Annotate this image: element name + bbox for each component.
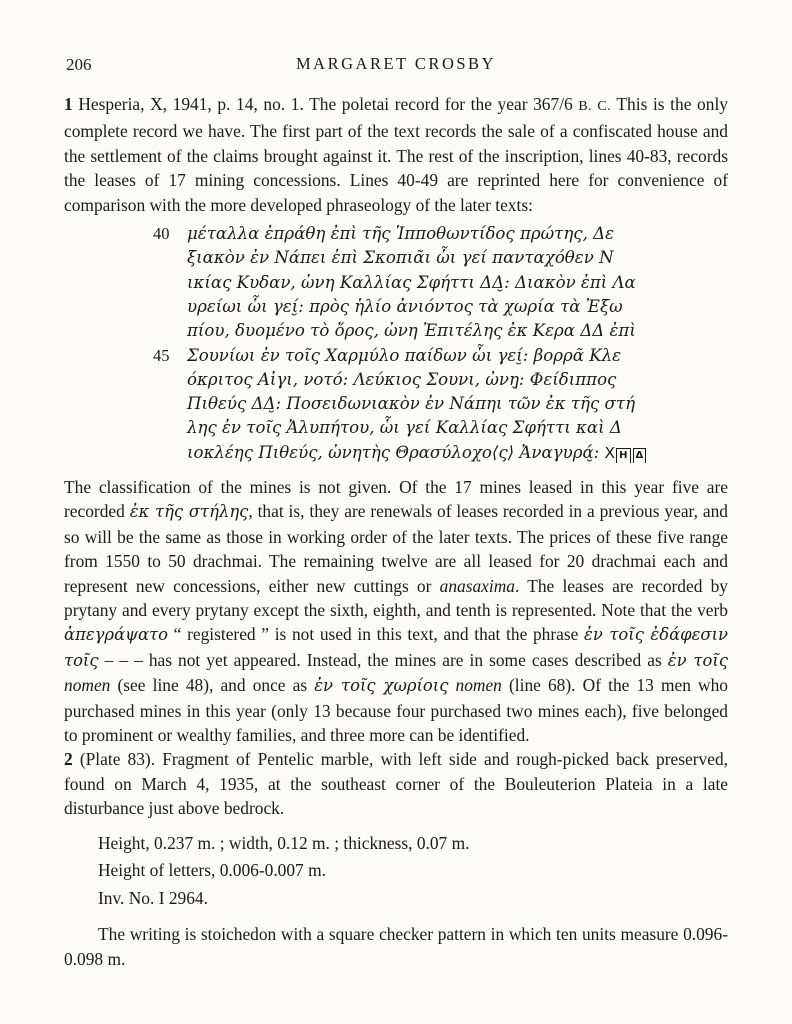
greek-text-line [153,246,728,270]
entry2-paragraph [64,747,728,820]
greek-line-text [187,443,647,462]
text-run: (see line 48), and once as [110,675,315,696]
greek-line-text [187,248,614,267]
greek-transcription-block [153,222,728,465]
text-run: πίου, δυομένο τὸ ὄρος, ὠνη Ἐπιτέλης ἐκ Κερα ΔΔ ἐπὶ [187,321,636,341]
acrophonic-numeral: Δ [633,448,647,463]
greek-text-line [153,295,728,319]
text-run: μέταλλα ἐπράθη ἐπὶ τῆς Ἱπποθωντίδος πρώτης, Δε [187,224,615,244]
greek-text-line [153,344,728,368]
line-number: 45 [153,345,170,365]
greek-line-text [187,418,622,437]
text-run: ἐν τοῖς ἐδάφεσιν τοῖς [64,625,728,670]
greek-text-line [153,392,728,416]
measurement-dimensions: Height, 0.237 m. ; width, 0.12 m. ; thickness, 0.07 m. [98,832,470,853]
greek-line-text [187,394,635,413]
inventory-number: Inv. No. I 2964. [98,887,208,908]
running-head: MARGARET CROSBY [296,54,496,73]
measurements-list [98,830,728,913]
text-run: ἐκ τῆς στήλης [129,502,249,522]
text-run: Hesperia, X, 1941, p. 14, no. 1. The poletai record for the year 367/6 [78,94,579,114]
greek-text-line [153,222,728,246]
entry1-paragraph [64,92,728,217]
text-run: Χ [604,443,616,462]
text-run: , that is, they are renewals of leases recorded in a previous year, and so will be the same as those in working order of the later texts. The prices of these five range from 1550 to 50 drachmai. The remaining twelve are all leased for 20 drachmai each and represent new concessions, either new cuttings or [64,501,728,596]
greek-text-line [153,368,728,392]
text-run: nomen [64,675,111,696]
greek-line-text [187,346,621,365]
greek-line-text [187,297,623,316]
page-number: 206 [66,55,92,74]
text-run: The classification of the mines is not given. Of the 17 mines leased in this year five are recorded [64,477,728,522]
text-run: ἐν τοῖς χωρίοις [314,676,449,696]
text-run: υρείωι ὧι γεί̮: πρὸς ἡλίο ἀνιόντος τὰ χωρία τὰ Ἐξω [187,296,623,316]
text-run: 2 [64,749,73,770]
text-run: ἀπεγράψατο [64,625,168,645]
text-run: nomen [448,675,502,696]
greek-text-line [153,416,728,440]
entry1-discussion-paragraph [64,475,728,747]
line-number: 40 [153,224,170,244]
text-run: “ registered ” is not used in this text, and that the phrase [168,624,585,645]
text-run: όκριτος Αἰγι, νοτό: Λεύκιος Σουνι, ὠνη̮: Φείδιππος [187,369,617,389]
greek-text-line [153,271,728,295]
entry2-note-paragraph [64,922,728,971]
text-run: ιοκλέης Πιθεύς, ὠνητὴς Θρασύλοχο⟨ς⟩ Ἀναγυρά̮: [187,442,605,462]
greek-text-line [153,441,728,465]
text-run: The writing is stoichedon with a square checker pattern in which ten units measure 0.096-0.098 m. [64,924,728,969]
text-run: 1 [64,94,73,114]
text-run: λης ἐν τοῖς Ἀλυπήτου, ὧι γεί Καλλίας Σφήττι καὶ Δ [187,418,622,438]
page-header [64,54,728,76]
greek-text-line [153,319,728,343]
text-run: Σουνίωι ἐν τοῖς Χαρμύλο παίδων ὧι γεί̮: βορρᾶ Κλε [187,345,622,365]
text-run: – – – has not yet appeared. Instead, the mines are in some cases described as [98,649,668,670]
text-run: anasaxima [439,575,515,596]
acrophonic-numeral: Η [616,448,630,463]
text-run: (line 68). Of the 13 men who purchased mines in this year (only 13 because four purchased two mines each), five belonged to prominent or wealthy families, and three more can be identified. [64,675,729,746]
text-run: ἐν τοῖς [667,650,729,670]
text-run: B. C. [578,99,612,114]
text-run: ξιακὸν ἐν Νάπει ἐπὶ Σκοπιᾶι ὧι γεί πανταχόθεν Ν [187,248,614,268]
greek-line-text [187,224,614,243]
greek-line-text [187,321,636,340]
text-run: Πιθεύς ΔΔ̮: Ποσειδωνιακὸν ἐν Νάπηι τῶν ἐκ τῆς στή [187,394,636,414]
text-run: . The leases are recorded by prytany and every prytany except the sixth, eighth, and tenth is represented. Note that the verb [64,575,729,621]
text-run: This is the only complete record we have. The first part of the text records the sale of a confiscated house and the settlement of the claims brought against it. The rest of the inscription, lines 40-83, records the leases of 17 mining concessions. Lines 40-49 are reprinted here for convenience of comparison with the more developed phraseology of the later texts: [64,94,728,215]
greek-line-text [187,370,616,389]
measurement-letter-height: Height of letters, 0.006-0.007 m. [98,860,326,881]
text-run: ικίας Κυδαν, ὠνη Καλλίας Σφήττι ΔΔ̮: Διακὸν ἐπὶ Λα [187,272,636,292]
greek-line-text [187,273,636,292]
text-run: (Plate 83). Fragment of Pentelic marble, with left side and rough-picked back preserved, found on March 4, 1935, at the southeast corner of the Bouleuterion Plateia in a late disturbance just above bedrock. [64,749,728,819]
